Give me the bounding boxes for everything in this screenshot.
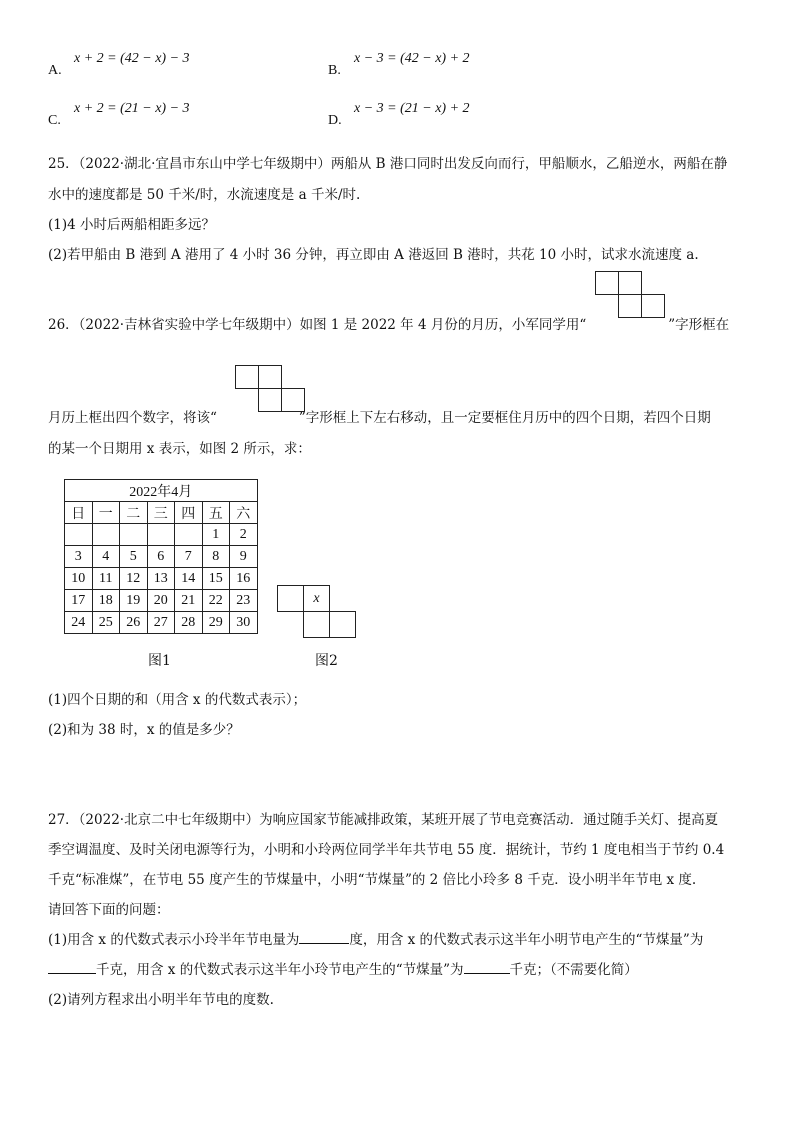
calendar-day-cell: 7 (175, 546, 203, 568)
z-shape-figure-2 (235, 365, 307, 413)
q27-sub2: (2)请列方程求出小明半年节电的度数. (48, 992, 274, 1008)
answer-blank-1[interactable] (299, 929, 349, 944)
q27-line4: 请回答下面的问题： (48, 902, 170, 918)
calendar-day-cell: 30 (230, 612, 258, 634)
calendar-day-cell: 20 (147, 590, 175, 612)
option-a-equation: x + 2 = (42 − x) − 3 (74, 51, 190, 66)
calendar-day-cell: 6 (147, 546, 175, 568)
calendar-day-cell: 27 (147, 612, 175, 634)
option-b-equation: x − 3 = (42 − x) + 2 (354, 51, 470, 66)
calendar-day-cell: 19 (120, 590, 148, 612)
calendar-weekday: 二 (120, 502, 148, 524)
q26-sub1: (1)四个日期的和（用含 x 的代数式表示）； (48, 692, 307, 708)
option-c-equation: x + 2 = (21 − x) − 3 (74, 101, 190, 116)
q27-line2: 季空调温度、及时关闭电源等行为，小明和小玲两位同学半年共节电 55 度．据统计，节约 1 度电相当于节约 0.4 (48, 842, 725, 858)
calendar-day-cell (65, 524, 93, 546)
calendar-day-cell: 13 (147, 568, 175, 590)
calendar-week-row (65, 546, 258, 568)
calendar-day-cell: 22 (202, 590, 230, 612)
calendar-week-row (65, 568, 258, 590)
q27-sub1-c: 千克，用含 x 的代数式表示这半年小玲节电产生的“节煤量”为 (96, 962, 464, 978)
q26-line1-pre: 26．（2022·吉林省实验中学七年级期中）如图 1 是 2022 年 4 月份的月历，小军同学用“ (48, 317, 587, 333)
calendar-title: 2022年4月 (65, 480, 258, 502)
q25-line2: 水中的速度都是 50 千米/时，水流速度是 a 千米/时. (48, 187, 361, 203)
option-d-letter: D. (328, 113, 342, 128)
q25-sub1: (1)4 小时后两船相距多远？ (48, 217, 216, 233)
calendar-day-cell: 8 (202, 546, 230, 568)
calendar-weekday: 三 (147, 502, 175, 524)
calendar-day-cell (92, 524, 120, 546)
calendar-day-cell: 21 (175, 590, 203, 612)
q26-line2 (48, 406, 711, 426)
answer-blank-3[interactable] (464, 959, 510, 974)
figure-2-grid (277, 585, 357, 639)
answer-blank-2[interactable] (48, 959, 96, 974)
q26-sub2: (2)和为 38 时，x 的值是多少？ (48, 722, 240, 738)
calendar-week-row (65, 590, 258, 612)
figure-2-caption: 图2 (315, 653, 338, 669)
q25-line1: 25．（2022·湖北·宜昌市东山中学七年级期中）两船从 B 港口同时出发反向而行，甲船顺水，乙船逆水，两船在静 (48, 156, 728, 172)
calendar-weekday: 五 (202, 502, 230, 524)
calendar-table (64, 479, 258, 634)
q26-line2-post: ”字形框上下左右移动，且一定要框住月历中的四个日期，若四个日期 (298, 410, 711, 426)
calendar-day-cell: 3 (65, 546, 93, 568)
q27-line1: 27．（2022·北京二中七年级期中）为响应国家节能减排政策，某班开展了节电竞赛活动．通过随手关灯、提高夏 (48, 812, 719, 828)
calendar-week-row (65, 612, 258, 634)
calendar-day-cell: 29 (202, 612, 230, 634)
q27-sub1-line2 (48, 958, 638, 978)
calendar-day-cell (147, 524, 175, 546)
calendar-day-cell: 15 (202, 568, 230, 590)
calendar-day-cell: 11 (92, 568, 120, 590)
calendar-day-cell (120, 524, 148, 546)
calendar-day-cell: 25 (92, 612, 120, 634)
option-a-letter: A. (48, 63, 62, 78)
calendar-day-cell: 26 (120, 612, 148, 634)
calendar-day-cell: 18 (92, 590, 120, 612)
figure-1-caption: 图1 (148, 653, 171, 669)
calendar-day-cell: 24 (65, 612, 93, 634)
q25-sub2: (2)若甲船由 B 港到 A 港用了 4 小时 36 分钟，再立即由 A 港返回 B 港时，共花 10 小时，试求水流速度 a. (48, 247, 699, 263)
calendar-day-cell: 17 (65, 590, 93, 612)
figure-2-x-label: x (313, 590, 320, 606)
calendar-day-cell: 23 (230, 590, 258, 612)
calendar-day-cell: 1 (202, 524, 230, 546)
calendar-day-cell: 16 (230, 568, 258, 590)
option-d-equation: x − 3 = (21 − x) + 2 (354, 101, 470, 116)
calendar-weekday: 一 (92, 502, 120, 524)
calendar-day-cell: 12 (120, 568, 148, 590)
calendar-weekday: 六 (230, 502, 258, 524)
q26-line3: 的某一个日期用 x 表示，如图 2 所示，求： (48, 441, 311, 457)
option-b-letter: B. (328, 63, 341, 78)
calendar-weekday: 四 (175, 502, 203, 524)
calendar-day-cell (175, 524, 203, 546)
calendar-figure (64, 479, 258, 634)
calendar-day-cell: 2 (230, 524, 258, 546)
q27-sub1-d: 千克；（不需要化简） (509, 962, 638, 978)
calendar-day-cell: 10 (65, 568, 93, 590)
q27-sub1-line1 (48, 928, 703, 948)
calendar-weekday: 日 (65, 502, 93, 524)
z-shape-figure-1 (595, 271, 667, 319)
calendar-day-cell: 28 (175, 612, 203, 634)
calendar-day-cell: 4 (92, 546, 120, 568)
q27-line3: 千克“标准煤”，在节电 55 度产生的节煤量中，小明“节煤量”的 2 倍比小玲多 8 千克．设小明半年节电 x 度. (48, 872, 697, 888)
calendar-day-cell: 5 (120, 546, 148, 568)
calendar-week-row (65, 524, 258, 546)
q27-sub1-a: (1)用含 x 的代数式表示小玲半年节电量为 (48, 932, 300, 948)
calendar-day-cell: 9 (230, 546, 258, 568)
q27-sub1-b: 度，用含 x 的代数式表示这半年小明节电产生的“节煤量”为 (349, 932, 704, 948)
q26-line1-post: ”字形框在 (668, 317, 730, 333)
calendar-day-cell: 14 (175, 568, 203, 590)
q26-line2-pre: 月历上框出四个数字，将该“ (48, 410, 217, 426)
option-c-letter: C. (48, 113, 61, 128)
